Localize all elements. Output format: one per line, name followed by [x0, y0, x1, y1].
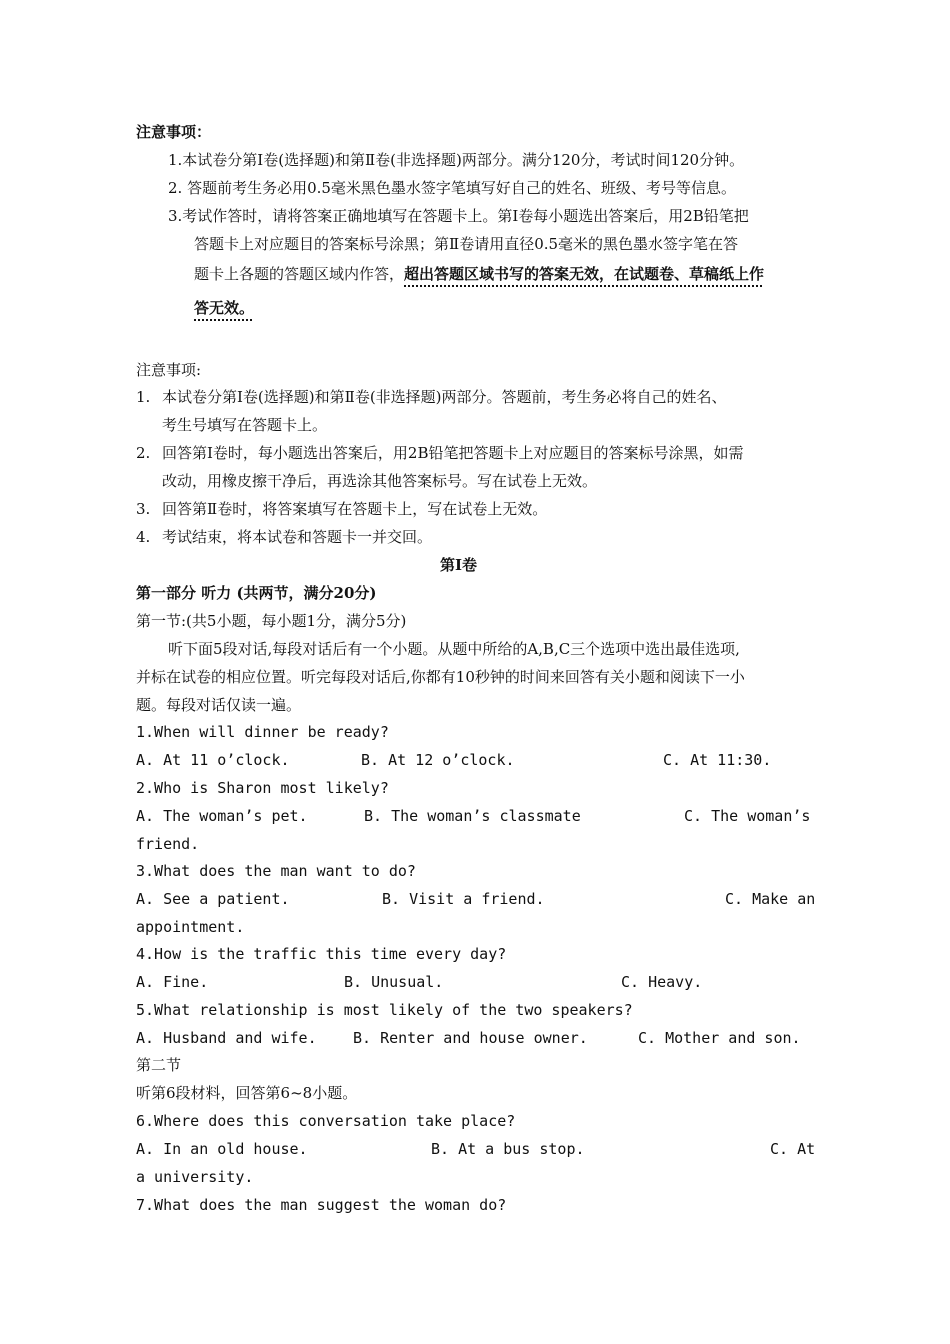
notice1-warning-bold: 超出答题区域书写的答案无效，在试题卷、草稿纸上作 [404, 265, 765, 283]
section1-title: 第一节:(共5小题，每小题1分，满分5分) [136, 612, 407, 630]
notice2-item-1-cont: 考生号填写在答题卡上。 [162, 416, 328, 434]
question-1-option-a: A. At 11 o’clock. [136, 751, 290, 769]
section2-instructions: 听第6段材料，回答第6~8小题。 [136, 1084, 358, 1102]
part1-title: 第一部分 听力 (共两节，满分20分) [136, 584, 377, 602]
question-2-stem: 2.Who is Sharon most likely? [136, 779, 389, 797]
question-2-option-a: A. The woman’s pet. [136, 807, 308, 825]
notice2-item-text: 回答第Ⅰ卷时，每小题选出答案后，用2B铅笔把答题卡上对应题目的答案标号涂黑，如需 [162, 444, 744, 462]
question-3-option-b: B. Visit a friend. [382, 890, 545, 908]
question-6-option-c-cont: a university. [136, 1168, 254, 1186]
notice1-item-3-line2: 答题卡上对应题目的答案标号涂黑；第Ⅱ卷请用直径0.5毫米的黑色墨水签字笔在答 [194, 235, 739, 253]
notice2-title: 注意事项: [136, 361, 202, 379]
section1-instructions-line3: 题。每段对话仅读一遍。 [136, 696, 302, 714]
notice2-item-2-cont: 改动，用橡皮擦干净后，再选涂其他答案标号。写在试卷上无效。 [162, 472, 598, 490]
notice2-item-text: 回答第Ⅱ卷时，将答案填写在答题卡上，写在试卷上无效。 [162, 500, 548, 518]
question-1-stem: 1.When will dinner be ready? [136, 723, 389, 741]
question-4-option-a: A. Fine. [136, 973, 209, 991]
notice2-item-4 [136, 527, 432, 547]
question-1-option-c: C. At 11:30. [663, 751, 772, 769]
question-6-option-a: A. In an old house. [136, 1140, 308, 1158]
question-4-option-b: B. Unusual. [344, 973, 444, 991]
notice1-title: 注意事项： [136, 123, 212, 141]
notice2-item-number: 2. [136, 444, 151, 462]
question-6-option-c: C. At [770, 1140, 816, 1158]
notice2-item-1 [136, 387, 727, 407]
notice1-warning-bold-end: 答无效。 [194, 299, 255, 317]
notice2-item-text: 本试卷分第Ⅰ卷(选择题)和第Ⅱ卷(非选择题)两部分。答题前，考生务必将自己的姓名、 [162, 388, 727, 406]
notice2-item-3 [136, 499, 547, 519]
section2-title: 第二节 [136, 1056, 182, 1074]
notice1-item-3-line3 [194, 264, 764, 284]
section1-instructions-line2: 并标在试卷的相应位置。听完每段对话后,你都有10秒钟的时间来回答有关小题和阅读下一小 [136, 668, 745, 686]
section1-instructions-line1: 听下面5段对话,每段对话后有一个小题。从题中所给的A,B,C三个选项中选出最佳选项, [168, 640, 740, 658]
question-3-option-c: C. Make an [725, 890, 816, 908]
notice1-item-3-plain: 题卡上各题的答题区域内作答， [194, 265, 405, 283]
notice1-item-3-line1: 3.考试作答时，请将答案正确地填写在答题卡上。第Ⅰ卷每小题选出答案后，用2B铅笔把 [168, 207, 749, 225]
question-3-option-c-cont: appointment. [136, 918, 245, 936]
question-4-stem: 4.How is the traffic this time every day? [136, 945, 507, 963]
notice2-item-2 [136, 443, 744, 463]
question-2-option-c: C. The woman’s [684, 807, 811, 825]
volume-title: 第Ⅰ卷 [440, 556, 478, 574]
notice1-item-1: 1.本试卷分第Ⅰ卷(选择题)和第Ⅱ卷(非选择题)两部分。满分120分，考试时间120分钟。 [168, 151, 745, 169]
question-1-option-b: B. At 12 o’clock. [361, 751, 515, 769]
notice2-item-number: 3. [136, 500, 151, 518]
question-5-option-a: A. Husband and wife. [136, 1029, 317, 1047]
notice2-item-number: 4. [136, 528, 151, 546]
question-2-option-b: B. The woman’s classmate [364, 807, 581, 825]
question-5-option-c: C. Mother and son. [638, 1029, 801, 1047]
question-6-option-b: B. At a bus stop. [431, 1140, 585, 1158]
question-3-stem: 3.What does the man want to do? [136, 862, 416, 880]
notice2-item-number: 1. [136, 388, 151, 406]
question-7-stem: 7.What does the man suggest the woman do? [136, 1196, 507, 1214]
question-2-option-c-cont: friend. [136, 835, 200, 853]
question-3-option-a: A. See a patient. [136, 890, 290, 908]
question-5-stem: 5.What relationship is most likely of the two speakers? [136, 1001, 633, 1019]
question-6-stem: 6.Where does this conversation take place? [136, 1112, 516, 1130]
notice2-item-text: 考试结束，将本试卷和答题卡一并交回。 [162, 528, 433, 546]
question-4-option-c: C. Heavy. [621, 973, 703, 991]
question-5-option-b: B. Renter and house owner. [353, 1029, 588, 1047]
notice1-item-2: 2. 答题前考生务必用0.5毫米黑色墨水签字笔填写好自己的姓名、班级、考号等信息。 [168, 179, 736, 197]
